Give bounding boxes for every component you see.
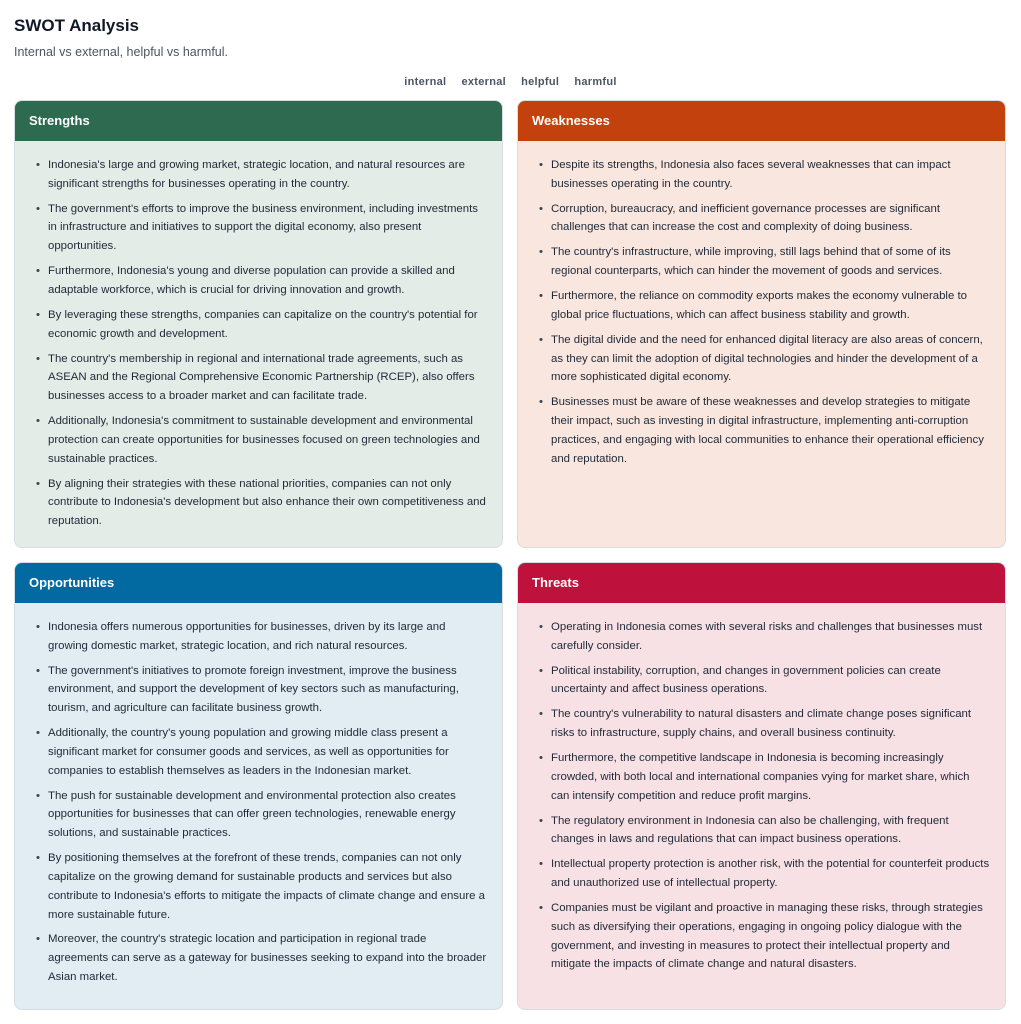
list-item: • The digital divide and the need for enhanced digital literacy are also areas of concern, as they can limit the adoption of digital technologies and hinder the development of a more sophisticated digital economy. xyxy=(537,331,991,387)
list-item: • By leveraging these strengths, companies can capitalize on the country's potential for economic growth and development. xyxy=(34,306,488,344)
weaknesses-header: Weaknesses xyxy=(518,101,1005,141)
list-item: • The regulatory environment in Indonesia can also be challenging, with frequent changes in laws and regulations that can impact business operations. xyxy=(537,812,991,850)
list-item: • The country's membership in regional and international trade agreements, such as ASEAN and the Regional Comprehensive Economic Partnership (RCEP), also offers businesses access to a broader market and can facilitate trade. xyxy=(34,350,488,406)
list-item: • Furthermore, the reliance on commodity exports makes the economy vulnerable to global price fluctuations, which can affect business stability and growth. xyxy=(537,287,991,325)
opportunities-header: Opportunities xyxy=(15,563,502,603)
strengths-list xyxy=(15,141,502,531)
list-item: • Corruption, bureaucracy, and inefficient governance processes are significant challenges that can increase the cost and complexity of doing business. xyxy=(537,200,991,238)
opportunities-list xyxy=(15,603,502,987)
list-item: • Additionally, Indonesia's commitment to sustainable development and environmental protection can create opportunities for businesses focused on green technologies and sustainable practices. xyxy=(34,412,488,468)
list-item: • By positioning themselves at the forefront of these trends, companies can not only capitalize on the growing demand for sustainable products and services but also contribute to Indonesia's efforts to mitigate the impacts of climate change and ensure a more sustainable future. xyxy=(34,849,488,924)
list-item: • The push for sustainable development and environmental protection also creates opportunities for businesses that can offer green technologies, renewable energy solutions, and sustainable practices. xyxy=(34,787,488,843)
legend-helpful: helpful xyxy=(521,76,560,88)
legend-external: external xyxy=(461,76,507,88)
weaknesses-card xyxy=(517,100,1006,548)
list-item: • Despite its strengths, Indonesia also faces several weaknesses that can impact businesses operating in the country. xyxy=(537,156,991,194)
quadrant-legend xyxy=(0,76,1021,88)
threats-list xyxy=(518,603,1005,974)
weaknesses-list xyxy=(518,141,1005,468)
list-item: • The country's vulnerability to natural disasters and climate change poses significant risks to infrastructure, supply chains, and overall business continuity. xyxy=(537,705,991,743)
list-item: • Additionally, the country's young population and growing middle class present a significant market for consumer goods and services, as well as opportunities for companies to establish themselves as leaders in the Indonesian market. xyxy=(34,724,488,780)
strengths-card xyxy=(14,100,503,548)
list-item: • Operating in Indonesia comes with several risks and challenges that businesses must carefully consider. xyxy=(537,618,991,656)
list-item: • Businesses must be aware of these weaknesses and develop strategies to mitigate their impact, such as investing in digital infrastructure, implementing anti-corruption practices, and engaging with local communities to enhance their operational efficiency and reputation. xyxy=(537,393,991,468)
legend-harmful: harmful xyxy=(574,76,617,88)
strengths-header: Strengths xyxy=(15,101,502,141)
legend-internal: internal xyxy=(404,76,447,88)
threats-card xyxy=(517,562,1006,1010)
list-item: • Intellectual property protection is another risk, with the potential for counterfeit products and unauthorized use of intellectual property. xyxy=(537,855,991,893)
page-subtitle: Internal vs external, helpful vs harmful. xyxy=(14,45,228,59)
list-item: • Political instability, corruption, and changes in government policies can create uncertainty and affect business operations. xyxy=(537,662,991,700)
list-item: • Furthermore, the competitive landscape in Indonesia is becoming increasingly crowded, with both local and international companies vying for market share, which can intensify competition and reduce profit margins. xyxy=(537,749,991,805)
list-item: • Moreover, the country's strategic location and participation in regional trade agreements can serve as a gateway for businesses seeking to expand into the broader Asian market. xyxy=(34,930,488,986)
list-item: • The government's initiatives to promote foreign investment, improve the business environment, and support the development of key sectors such as manufacturing, tourism, and agriculture can facilitate business growth. xyxy=(34,662,488,718)
list-item: • The country's infrastructure, while improving, still lags behind that of some of its regional counterparts, which can hinder the movement of goods and services. xyxy=(537,243,991,281)
page-title: SWOT Analysis xyxy=(14,16,140,35)
list-item: • Indonesia offers numerous opportunities for businesses, driven by its large and growing domestic market, strategic location, and rich natural resources. xyxy=(34,618,488,656)
list-item: • The government's efforts to improve the business environment, including investments in infrastructure and initiatives to support the digital economy, also present opportunities. xyxy=(34,200,488,256)
threats-header: Threats xyxy=(518,563,1005,603)
list-item: • Indonesia's large and growing market, strategic location, and natural resources are significant strengths for businesses operating in the country. xyxy=(34,156,488,194)
opportunities-card xyxy=(14,562,503,1010)
list-item: • Furthermore, Indonesia's young and diverse population can provide a skilled and adaptable workforce, which is crucial for driving innovation and growth. xyxy=(34,262,488,300)
list-item: • By aligning their strategies with these national priorities, companies can not only contribute to Indonesia's development but also enhance their own competitiveness and reputation. xyxy=(34,475,488,531)
list-item: • Companies must be vigilant and proactive in managing these risks, through strategies such as diversifying their operations, engaging in ongoing policy dialogue with the government, and investing in measures to protect their intellectual property and mitigate the impacts of climate change and natural disasters. xyxy=(537,899,991,974)
